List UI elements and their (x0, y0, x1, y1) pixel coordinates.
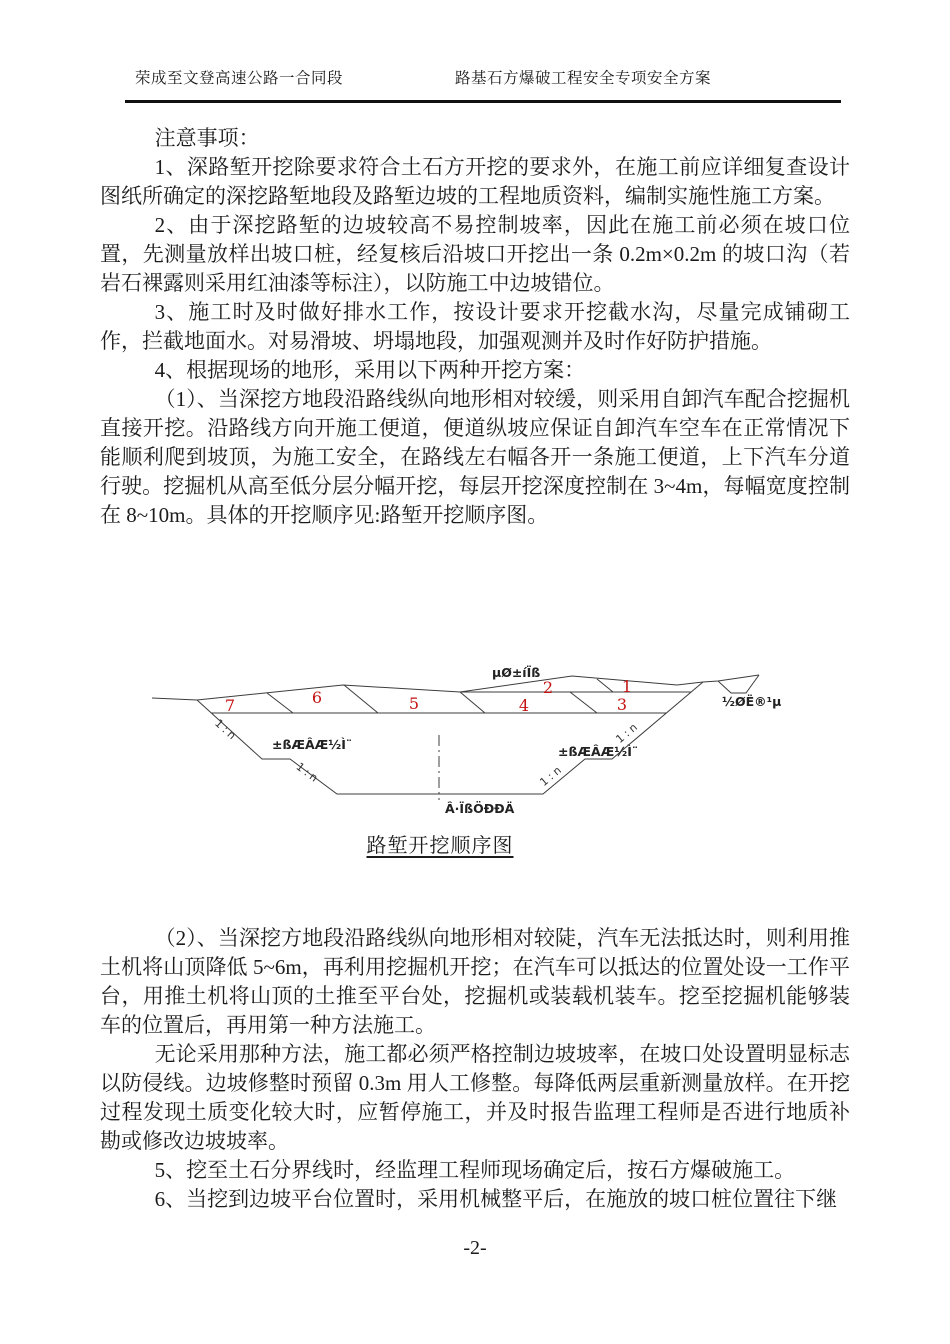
paragraph-scheme-2: （2）、当深挖方地段沿路线纵向地形相对较陡，汽车无法抵达时，则利用推土机将山顶降低 5~6m，再利用挖掘机开挖；在汽车可以抵达的位置处设一工作平台，用推土机将山顶的土推至平台处，挖掘机或装载机装车。挖至挖掘机能够装车的位置后，再用第一种方法施工。 (100, 926, 850, 1037)
excavation-sequence-diagram (140, 655, 800, 825)
section-divider-2-1 (597, 679, 613, 692)
header-right-title: 路基石方爆破工程安全专项安全方案 (455, 70, 712, 87)
ground-surface-line (152, 675, 759, 700)
ground-line-label: µØ±íÏß (492, 665, 541, 680)
paragraph-item-5: 5、挖至土石分界线时，经监理工程师现场确定后，按石方爆破施工。 (154, 1158, 796, 1182)
section-number-1: 1 (621, 677, 633, 696)
section-number-4: 4 (518, 696, 530, 715)
section-number-3: 3 (616, 695, 628, 714)
section-number-6: 6 (311, 688, 323, 707)
slope-ratio-right-lower: 1:n (537, 761, 567, 789)
slope-ratio-left-lower: 1:n (293, 759, 323, 787)
intercepting-ditch-label: ½ØË®¹µ (722, 694, 782, 709)
paragraph-item-1: 1、深路堑开挖除要求符合土石方开挖的要求外，在施工前应详细复查设计图纸所确定的深挖路堑地段及路堑边坡的工程地质资料，编制实施性施工方案。 (100, 155, 850, 208)
section-divider-6-5 (344, 685, 378, 713)
header-left-title: 荣成至文登高速公路一合同段 (135, 70, 344, 87)
road-centerline-label: Â·ÏßÖÐÐÄ (445, 801, 515, 816)
slope-ratio-left-upper: 1:n (212, 716, 241, 745)
figure-caption: 路堑开挖顺序图 (366, 835, 514, 857)
paragraph-item-2: 2、由于深挖路堑的边坡较高不易控制坡率，因此在施工前必须在坡口位置，先测量放样出坡口桩，经复核后沿坡口开挖出一条 0.2m×0.2m 的坡口沟（若岩石裸露则采用红油漆等标注），以防施工中边坡错位。 (100, 213, 850, 295)
page-number: -2- (463, 1237, 487, 1259)
paragraph-item-6: 6、当挖到边坡平台位置时，采用机械整平后，在施放的坡口桩位置往下继 (154, 1187, 838, 1211)
slope-platform-label-right: ±ßÆÂÆ½Ì¨ (558, 744, 639, 759)
section-number-2: 2 (542, 678, 554, 697)
paragraph-item-3: 3、施工时及时做好排水工作，按设计要求开挖截水沟，尽量完成铺砌工作，拦截地面水。对易滑坡、坍塌地段，加强观测并及时作好防护措施。 (100, 300, 850, 353)
paragraph-item-4: 4、根据现场的地形，采用以下两种开挖方案： (154, 358, 586, 382)
paragraph-slope-control: 无论采用那种方法，施工都必须严格控制边坡坡率，在坡口处设置明显标志以防侵线。边坡修整时预留 0.3m 用人工修整。每降低两层重新测量放样。在开挖过程发现土质变化较大时，应暂停施工，并及时报告监理工程师是否进行地质补勘或修改边坡坡率。 (100, 1042, 850, 1153)
section-divider-7-6 (267, 693, 293, 713)
slope-ratio-right-upper: 1:n (613, 718, 643, 746)
paragraph-notice-heading: 注意事项： (154, 126, 260, 150)
section-number-7: 7 (224, 696, 236, 715)
paragraph-scheme-1: （1）、当深挖方地段沿路线纵向地形相对较缓，则采用自卸汽车配合挖掘机直接开挖。沿路线方向开施工便道，便道纵坡应保证自卸汽车空车在正常情况下能顺利爬到坡顶，为施工安全，在路线左右幅各开一条施工便道，上下汽车分道行驶。挖掘机从高至低分层分幅开挖，每层开挖深度控制在 3~4m，每幅宽度控制在 8~10m。具体的开挖顺序见:路堑开挖顺序图。 (100, 387, 850, 527)
slope-platform-label-left: ±ßÆÂÆ½Ì¨ (272, 737, 353, 752)
section-divider-5-4 (460, 692, 485, 713)
body-text-lower (100, 924, 850, 1214)
body-text-upper (100, 124, 850, 530)
section-divider-4-3 (570, 692, 597, 713)
section-number-5: 5 (408, 694, 420, 713)
header-rule (125, 100, 841, 103)
